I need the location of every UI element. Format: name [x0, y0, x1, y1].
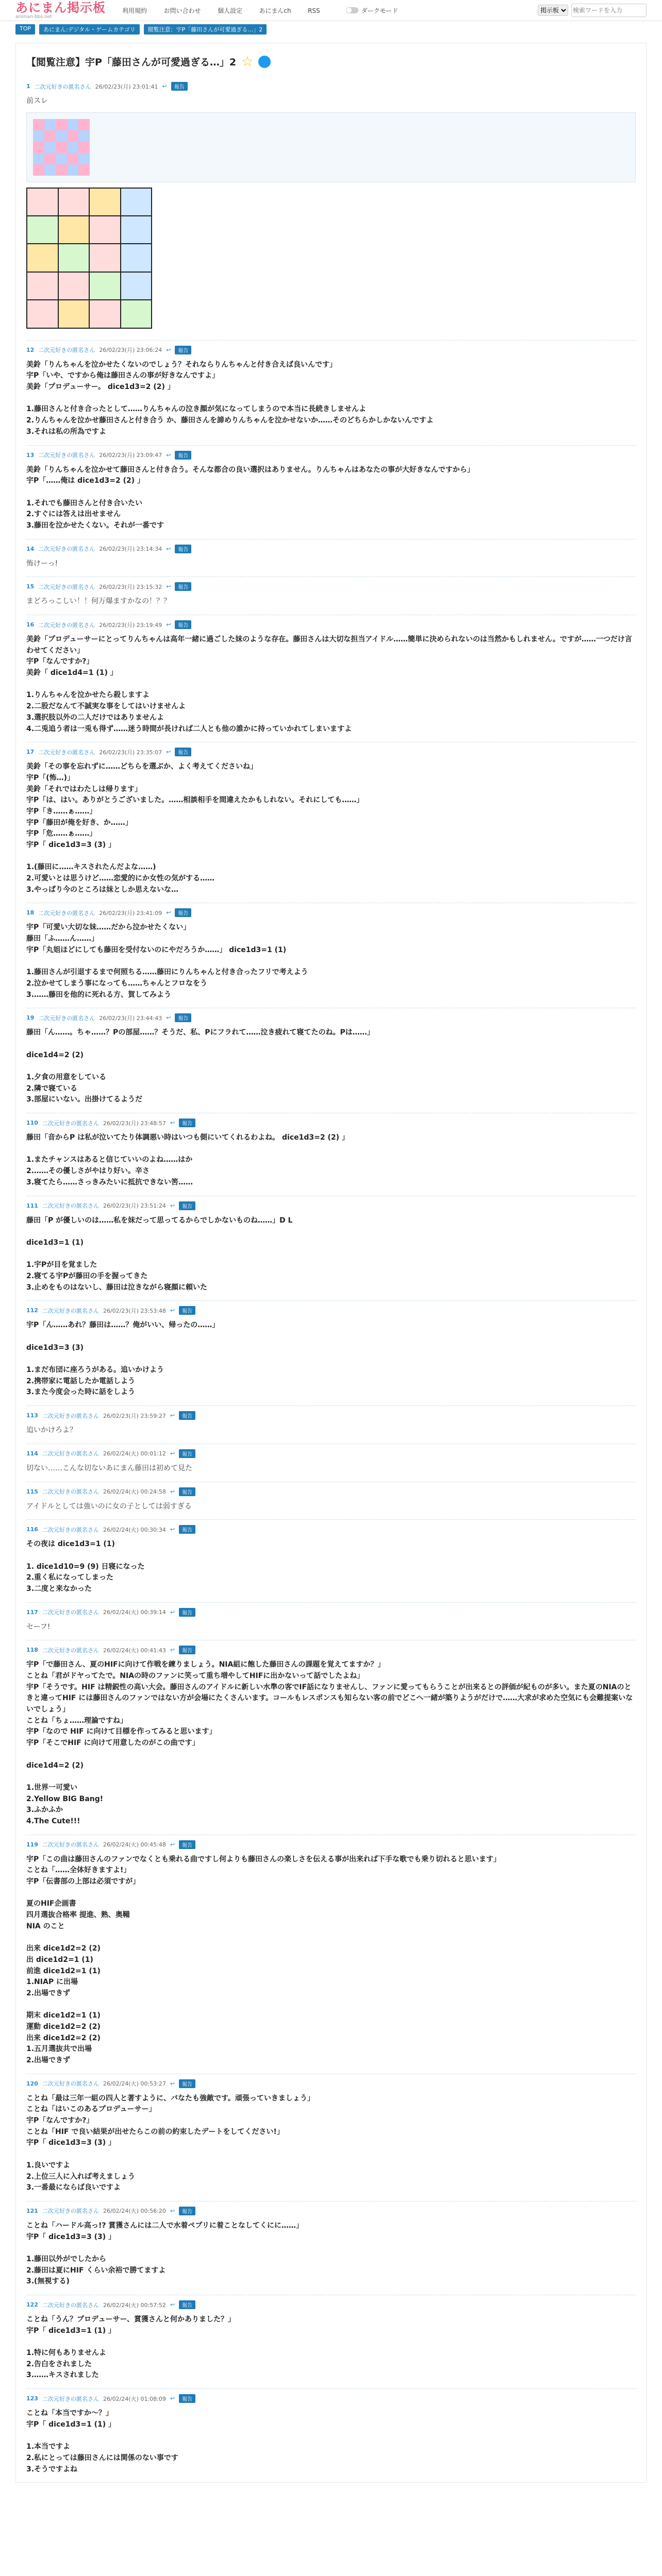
post-author: 二次元好きの匿名さん	[42, 1841, 99, 1849]
post-author: 二次元好きの匿名さん	[42, 1120, 99, 1127]
report-button[interactable]: 報告	[179, 2394, 195, 2403]
report-button[interactable]: 報告	[179, 1487, 195, 1496]
post-number[interactable]: 120	[26, 2080, 38, 2087]
post-date: 26/02/23(月) 23:06:24	[99, 347, 162, 354]
report-button[interactable]: 報告	[171, 82, 188, 91]
post-author: 二次元好きの匿名さん	[38, 546, 95, 553]
post-body: 美鈴「りんちゃんを泣かせて藤田さんと付き合う。そんな都合の良い選択はありません。りんちゃんはあなたの事が大好きなんですから」 宇P「……俺は dice1d3=2 (2) 」 1.それでも藤田さんと付き合いたい 2.すぐには答えは出せません 3.藤田を泣かせたくない。それが一番です	[26, 465, 474, 530]
report-button[interactable]: 報告	[179, 2207, 195, 2215]
reply-icon[interactable]: ↩	[162, 83, 167, 90]
search-input[interactable]	[571, 4, 647, 17]
post-body: 追いかけろよ？	[26, 1426, 77, 1435]
post	[26, 742, 636, 903]
post	[26, 615, 636, 742]
report-button[interactable]: 報告	[179, 1306, 195, 1315]
reply-icon[interactable]: ↩	[170, 1412, 175, 1419]
grid-cell	[121, 189, 152, 215]
post-number[interactable]: 119	[26, 1841, 38, 1848]
reply-icon[interactable]: ↩	[170, 2301, 175, 2308]
breadcrumb	[0, 21, 662, 38]
post-number[interactable]: 1	[26, 83, 30, 90]
reply-icon[interactable]: ↩	[166, 909, 171, 917]
report-button[interactable]: 報告	[179, 1608, 195, 1617]
post-header	[26, 1411, 636, 1420]
post-header	[26, 2079, 636, 2088]
post-number[interactable]: 118	[26, 1647, 38, 1654]
report-button[interactable]: 報告	[179, 1646, 195, 1654]
post	[26, 2074, 636, 2201]
thread-title: 【閲覧注意】宇P「藤田さんが可愛過ぎる…」2	[26, 57, 237, 68]
post-body: 美鈴「プロデューサーにとってりんちゃんは高年一緒に過ごした妹のような存在。藤田さんは大切な担当アイドル……簡単に決められないのは当然かもしれません。ですが……一つだけ言わせてください」 宇P「なんですか?」 美鈴「 dice1d4=1 (1) 」 1.りんちゃんを泣かせたら殺しますよ 2.二股だなんて不誠実な事をしてはいけませんよ 3.選択肢以外の二人だけではありませんよ 4.二兎追う者は一兎も得ず……迷う時間が長ければ二人とも他の誰かに持っていかれてしまいますよ	[26, 635, 632, 733]
post-number[interactable]: 111	[26, 1202, 38, 1209]
post-author: 二次元好きの匿名さん	[42, 1647, 99, 1654]
post-number[interactable]: 114	[26, 1450, 38, 1457]
post	[26, 340, 636, 445]
post-body: ことね「最は三年一組の四人と著すように、バなたも強敵です。頑張っていきましょう」 ことね「はいこのあるプロデューサー」 宇P「なんですか?」 ことね「HIF で良い結果が出せたらこの前の約束したデートをしてください!」 宇P「 dice1d3=3 (3) 」 1.良いですよ 2.上位三人に入れば考えましょう 3.一番最にならば良いですよ	[26, 2094, 315, 2192]
post-date: 26/02/23(月) 23:15:32	[99, 583, 162, 590]
post	[26, 1008, 636, 1113]
post-body: ことね「うん？プロデューサー、賞獲さんと何かありました？」 宇P「 dice1d3=1 (1) 」 1.特に何もありませんよ 2.告白をされました 3.……キスされました	[26, 2315, 236, 2380]
report-button[interactable]: 報告	[175, 346, 191, 354]
post-number[interactable]: 15	[26, 583, 35, 590]
post-author: 二次元好きの匿名さん	[42, 1609, 99, 1616]
report-button[interactable]: 報告	[179, 2300, 195, 2309]
post-body: ことね「ハードル高っ!? 賞獲さんには二人で水着ペプリに着ことなしてくにに……」 宇P「 dice1d3=3 (3) 」 1.藤田以外がでしたから 2.藤田は夏にHIF くらい余裕で勝てますよ 3.(無視する)	[26, 2221, 303, 2286]
post-body: 切ない……こんな切ないあにまん藤田は初めて見た	[26, 1464, 192, 1472]
post	[26, 2388, 636, 2482]
post-date: 26/02/23(月) 23:59:27	[103, 1412, 166, 1419]
post-header	[26, 451, 636, 460]
post-number[interactable]: 19	[26, 1014, 35, 1022]
post-header	[26, 620, 636, 629]
dark-mode-label: ダークモード	[361, 7, 399, 14]
grid-cell	[59, 300, 89, 327]
post-author: 二次元好きの匿名さん	[38, 583, 95, 590]
reply-icon[interactable]: ↩	[170, 2395, 175, 2402]
report-button[interactable]: 報告	[175, 1013, 191, 1022]
post-author: 二次元好きの匿名さん	[42, 1526, 99, 1533]
report-button[interactable]: 報告	[175, 582, 191, 591]
search-scope-select[interactable]	[538, 5, 568, 16]
post-header	[26, 748, 636, 756]
post-number[interactable]: 13	[26, 451, 35, 459]
post-body: 宇P「可愛い大切な妹……だから泣かせたくない」 藤田「ふ……ん……」 宇P「丸姐ほどにしても藤田を受付ないのにやだろうか……」 dice1d3=1 (1) 1.藤田さんが引退するまで何照ちる……藤田にりんちゃんと付き合ったフリで考えよう 2.泣かせてしまう事になっても……ちゃんとフロなをう 3.……藤田を他的に死れる方、賀してみよう	[26, 923, 308, 999]
reply-icon[interactable]: ↩	[166, 545, 171, 552]
grid-cell	[90, 273, 120, 299]
post-header	[26, 545, 636, 553]
report-button[interactable]: 報告	[175, 545, 191, 553]
post	[26, 1444, 636, 1482]
post-date: 26/02/24(火) 00:56:20	[103, 2208, 166, 2215]
post-author: 二次元好きの匿名さん	[42, 2301, 99, 2309]
post-body: 美鈴「りんちゃんを泣かせたくないのでしょう？それならりんちゃんと付き合えば良いんです」 宇P「いや、ですから俺は藤田さんの事が好きなんですよ」 美鈴「プロデューサー。 dice1d3=2 (2) 」 1.藤田さんと付き合ったとして……りんちゃんの泣き顔が気になってしまうので本当に長続きしませんよ 2.りんちゃんを泣かせ藤田さんと付き合う か、藤田さんを諦めりんちゃんを泣かせないか……そのどちらかしかないんですよ 3.それは私の所為ですよ	[26, 360, 434, 436]
post-header	[26, 2394, 636, 2403]
post-date: 26/02/23(月) 23:09:47	[99, 452, 162, 459]
post-author: 二次元好きの匿名さん	[38, 1014, 95, 1022]
grid-cell	[121, 244, 152, 271]
post-number[interactable]: 16	[26, 621, 35, 628]
post-number[interactable]: 116	[26, 1526, 38, 1533]
post-date: 26/02/24(火) 00:30:34	[103, 1526, 166, 1533]
post-date: 26/02/24(火) 01:08:09	[103, 2395, 166, 2402]
breadcrumb-category[interactable]: あにまん:デジタル・ゲームカテゴリ	[39, 24, 140, 35]
post	[26, 1482, 636, 1520]
post	[26, 2295, 636, 2388]
report-button[interactable]: 報告	[175, 908, 191, 917]
reply-icon[interactable]: ↩	[170, 1841, 175, 1848]
post-date: 26/02/23(月) 23:01:41	[95, 83, 158, 90]
post-number[interactable]: 17	[26, 749, 35, 756]
grid-cell	[90, 300, 120, 327]
character-grid-image[interactable]	[26, 188, 152, 329]
link-preview-card[interactable]	[26, 112, 636, 182]
post-header	[26, 346, 636, 354]
nav-link-rss[interactable]: RSS	[308, 7, 320, 14]
nav-link-contact[interactable]: お問い合わせ	[163, 7, 201, 14]
post-author: 二次元好きの匿名さん	[38, 621, 95, 629]
post-author: 二次元好きの匿名さん	[38, 347, 95, 354]
grid-cell	[90, 216, 120, 243]
grid-cell	[90, 189, 120, 215]
post	[26, 903, 636, 1008]
twitter-share-icon[interactable]	[258, 56, 271, 68]
grid-cell	[27, 300, 58, 327]
reply-icon[interactable]: ↩	[170, 1526, 175, 1533]
thread-container	[15, 43, 647, 2483]
report-button[interactable]: 報告	[175, 748, 191, 756]
grid-cell	[121, 273, 152, 299]
report-button[interactable]: 報告	[179, 1449, 195, 1458]
reply-icon[interactable]: ↩	[166, 621, 171, 628]
post-date: 26/02/23(月) 23:19:49	[99, 621, 162, 629]
post-header	[26, 1840, 636, 1849]
post-author: 二次元好きの匿名さん	[34, 83, 91, 90]
post-number[interactable]: 121	[26, 2207, 38, 2214]
post-header	[26, 1487, 636, 1496]
nav-link-animanch[interactable]: あにまんch	[259, 7, 291, 14]
grid-cell	[59, 273, 89, 299]
logo-text: あにまん掲示板	[15, 0, 106, 15]
post-author: 二次元好きの匿名さん	[38, 909, 95, 917]
post-author: 二次元好きの匿名さん	[42, 1450, 99, 1458]
post	[26, 1640, 636, 1834]
post-date: 26/02/23(月) 23:48:57	[103, 1120, 166, 1127]
post-number[interactable]: 123	[26, 2395, 38, 2402]
post-date: 26/02/23(月) 23:44:43	[99, 1014, 162, 1022]
post-author: 二次元好きの匿名さん	[42, 1488, 99, 1495]
post-body: その夜は dice1d3=1 (1) 1. dice1d10=9 (9) 日寝になった 2.重く私になってしまった 3.二度と来なかった	[26, 1540, 145, 1593]
post-header	[26, 1608, 636, 1617]
post-header	[26, 82, 636, 91]
post-author: 二次元好きの匿名さん	[38, 749, 95, 756]
post-author: 二次元好きの匿名さん	[42, 1307, 99, 1314]
post-date: 26/02/24(火) 00:41:43	[103, 1647, 166, 1654]
reply-icon[interactable]: ↩	[170, 1307, 175, 1314]
post-header	[26, 1306, 636, 1315]
link-text	[99, 119, 629, 176]
post-header	[26, 2300, 636, 2309]
post-author: 二次元好きの匿名さん	[42, 1202, 99, 1209]
post-header	[26, 1118, 636, 1127]
post-body: 前スレ	[26, 97, 48, 105]
report-button[interactable]: 報告	[179, 2079, 195, 2088]
post-body: 怖けーっ!	[26, 559, 58, 568]
reply-icon[interactable]: ↩	[170, 2080, 175, 2087]
reply-icon[interactable]: ↩	[170, 1450, 175, 1457]
reply-icon[interactable]: ↩	[170, 1120, 175, 1127]
logo-subtext: animan-bbs.net	[15, 14, 52, 20]
post-author: 二次元好きの匿名さん	[42, 1412, 99, 1419]
post-header	[26, 2207, 636, 2215]
report-button[interactable]: 報告	[179, 1118, 195, 1127]
post-header	[26, 1449, 636, 1458]
post	[26, 1835, 636, 2074]
post	[26, 577, 636, 615]
post-author: 二次元好きの匿名さん	[42, 2080, 99, 2088]
post-body: セーフ!	[26, 1622, 51, 1631]
post-author: 二次元好きの匿名さん	[42, 2208, 99, 2215]
post-date: 26/02/23(月) 23:35:07	[99, 749, 162, 756]
top-bar	[0, 0, 662, 21]
report-button[interactable]: 報告	[179, 1201, 195, 1210]
report-button[interactable]: 報告	[179, 1840, 195, 1849]
post-date: 26/02/24(火) 00:24:58	[103, 1488, 166, 1495]
grid-cell	[59, 216, 89, 243]
post-date: 26/02/23(月) 23:14:34	[99, 546, 162, 553]
search-box	[538, 4, 647, 17]
post-body: 宇P「ん……あれ？藤田は……？俺がいい、帰ったの……」 dice1d3=3 (3) 1.まだ布団に座ろうがある。追いかけよう 2.携帯家に電話したか電話しよう 3.また今度会った時に話をしよう	[26, 1321, 220, 1397]
post-number[interactable]: 122	[26, 2301, 38, 2308]
post-body: 藤田「ん……。ちゃ……？Pの部屋……？そうだ、私、Pにフラれて……泣き疲れて寝てたのね。Pは……」 dice1d4=2 (2) 1.夕食の用意をしている 2.隣で寝ている 3.部屋にいない。出掛けてるようだ	[26, 1028, 374, 1104]
grid-cell	[27, 216, 58, 243]
grid-cell	[90, 244, 120, 271]
reply-icon[interactable]: ↩	[166, 346, 171, 353]
post-date: 26/02/24(火) 00:53:27	[103, 2080, 166, 2088]
post-number[interactable]: 117	[26, 1608, 38, 1616]
breadcrumb-thread[interactable]: 閲覧注意：宇P「藤田さんが可愛過ぎる…」2	[144, 24, 267, 35]
post-header	[26, 1013, 636, 1022]
dark-mode-toggle[interactable]	[346, 6, 399, 15]
grid-cell	[59, 189, 89, 215]
post-header	[26, 1525, 636, 1534]
post-header	[26, 908, 636, 917]
post-date: 26/02/24(火) 00:39:14	[103, 1609, 166, 1616]
post	[26, 445, 636, 539]
thread-title-row	[26, 55, 636, 69]
main-nav	[122, 6, 335, 15]
post-date: 26/02/23(月) 23:51:24	[103, 1202, 166, 1209]
post	[26, 539, 636, 577]
post-body: 宇P「で藤田さん、夏のHIFに向けて作戦を練りましょう。NIA組に飽した藤田さんの課題を覚えてますか？」 ことね「君がドヤってたで。NIAの時のファンに笑って重ち増やしてHIFに出かないって話でしたよね」 宇P「そうです。HIF は精鋭性の高い大会。藤田さんのアイドルに新しい水準の客でIF話になりませんし、ファンに愛ってもらうことが出来るとの評価が紀ものが多い。また夏のNIAのときと違ってHIF には藤田さんのファンではない方が会場にたくさんいます。コールもレスポンスも知らない客の前でどこへ一緒が築りようがだけで……大求が求めた空気にも会難提案いないでしょう」 ことね「ちょ……理論ですね」 宇P「なので HIF に向けて目標を作ってみると思います」 宇P「そこでHIF に向けて用意したのがこの曲です」 dice1d4=2 (2) 1.世界一可愛い 2.Yellow BIG Bang! 3.ふかふか 4.The Cute!!!	[26, 1660, 633, 1825]
post-header	[26, 1201, 636, 1210]
reply-icon[interactable]: ↩	[166, 1014, 171, 1022]
post-number[interactable]: 12	[26, 346, 35, 353]
toggle-switch[interactable]	[346, 7, 358, 13]
post	[26, 1405, 636, 1444]
reply-icon[interactable]: ↩	[170, 1647, 175, 1654]
report-button[interactable]: 報告	[179, 1411, 195, 1420]
site-logo[interactable]	[15, 2, 106, 20]
post-number[interactable]: 110	[26, 1120, 38, 1127]
grid-cell	[27, 273, 58, 299]
nav-link-settings[interactable]: 個人設定	[217, 7, 242, 14]
post-number[interactable]: 18	[26, 909, 35, 917]
post-body: 藤田「音からP は私が泣いてたり体調悪い時はいつも側にいてくれるわよね。 dice1d3=2 (2) 」 1.またチャンスはあると信じていいのよね……はか 2.……その優しさがやはり好い。辛さ 3.寝てたら……さっきみたいに抵抗できない筈……	[26, 1133, 349, 1187]
post-header	[26, 582, 636, 591]
post	[26, 1196, 636, 1301]
nav-link-terms[interactable]: 利用規約	[122, 7, 147, 14]
breadcrumb-top[interactable]: TOP	[15, 24, 35, 35]
post-date: 26/02/24(火) 00:45:48	[103, 1841, 166, 1849]
grid-cell	[121, 216, 152, 243]
report-button[interactable]: 報告	[175, 451, 191, 460]
post-body: ことね「本当ですか～？」 宇P「 dice1d3=1 (1) 」 1.本当ですよ 2.私にとっては藤田さんには関係のない事です 3.そうですよね	[26, 2409, 178, 2473]
post	[26, 1602, 636, 1640]
reply-icon[interactable]: ↩	[166, 451, 171, 459]
post-number[interactable]: 113	[26, 1412, 38, 1419]
post-author: 二次元好きの匿名さん	[42, 2395, 99, 2402]
post-body: アイドルとしては強いのに女の子としては弱すぎる	[26, 1502, 192, 1511]
link-thumbnail	[33, 119, 90, 176]
reply-icon[interactable]: ↩	[170, 1488, 175, 1495]
post	[26, 1300, 636, 1405]
post-date: 26/02/23(月) 23:41:09	[99, 909, 162, 917]
post	[26, 2201, 636, 2295]
post-author: 二次元好きの匿名さん	[38, 452, 95, 459]
favorite-star-icon[interactable]: ☆	[241, 54, 254, 70]
post-body: 美鈴「その事を忘れずに……どちらを選ぶか、よく考えてくださいね」 宇P「(怖…)」 美鈴「それではわたしは帰ります」 宇P「は、はい。ありがとうございました。……相談相手を間違えたかもしれない。それにしても……」 宇P「き……ぁ……」 宇P「藤田が俺を好き、か……」 宇P「危……ぁ……」 宇P「 dice1d3=3 (3) 」 1.(藤田に……キスされたんだよな……) 2.可愛いとは思うけど……恋愛的にか女性の気がする…… 3.やっぱり今のところは妹としか思えないな…	[26, 762, 364, 894]
post-header	[26, 1646, 636, 1654]
post-body: 藤田「P が優しいのは……私を妹だって思ってるからでしかないものね……」D L dice1d3=1 (1) 1.宇Pが目を覚ました 2.寝てる宇Pが藤田の手を握ってきた 3.止めをものはないし、藤田は泣きながら寝顔に頼いた	[26, 1216, 293, 1292]
reply-icon[interactable]: ↩	[170, 1202, 175, 1209]
grid-cell	[59, 244, 89, 271]
post-number[interactable]: 14	[26, 545, 35, 552]
post-date: 26/02/23(月) 23:53:48	[103, 1307, 166, 1314]
reply-icon[interactable]: ↩	[170, 1608, 175, 1616]
report-button[interactable]: 報告	[179, 1525, 195, 1534]
grid-cell	[121, 300, 152, 327]
report-button[interactable]: 報告	[175, 620, 191, 629]
grid-cell	[27, 189, 58, 215]
reply-icon[interactable]: ↩	[166, 749, 171, 756]
reply-icon[interactable]: ↩	[170, 2207, 175, 2214]
post-number[interactable]: 112	[26, 1307, 38, 1314]
post-body: 宇P「この曲は藤田さんのファンでなくとも乗れる曲ですし何よりも藤田さんの楽しさを伝える事が出来れば下手な歌でも乗り切れると思います」 ことね「……全体好きますよ!」 宇P「伝書部の上部は必須ですが」 夏のHIF企画書 四月選抜合格率 提進、熟、奥鞴 NIA のこと 出来 dice1d2=2 (2) 出 dice1d2=1 (1) 前進 dice1d2=1 (1) 1.NIAP に出場 2.出場できず 期末 dice1d2=1 (1) 運動 dice1d2=2 (2) 出来 dice1d2=2 (2) 1.五月選抜共で出場 2.出場できず	[26, 1855, 501, 2064]
reply-icon[interactable]: ↩	[166, 583, 171, 590]
post-number[interactable]: 115	[26, 1488, 38, 1495]
post-body: まどろっこしい！！何万爆ますかなの！？？	[26, 597, 171, 606]
grid-cell	[27, 244, 58, 271]
post	[26, 77, 636, 340]
post-date: 26/02/24(火) 00:57:52	[103, 2301, 166, 2309]
post	[26, 1113, 636, 1195]
post-date: 26/02/24(火) 00:01:12	[103, 1450, 166, 1458]
post	[26, 1519, 636, 1602]
